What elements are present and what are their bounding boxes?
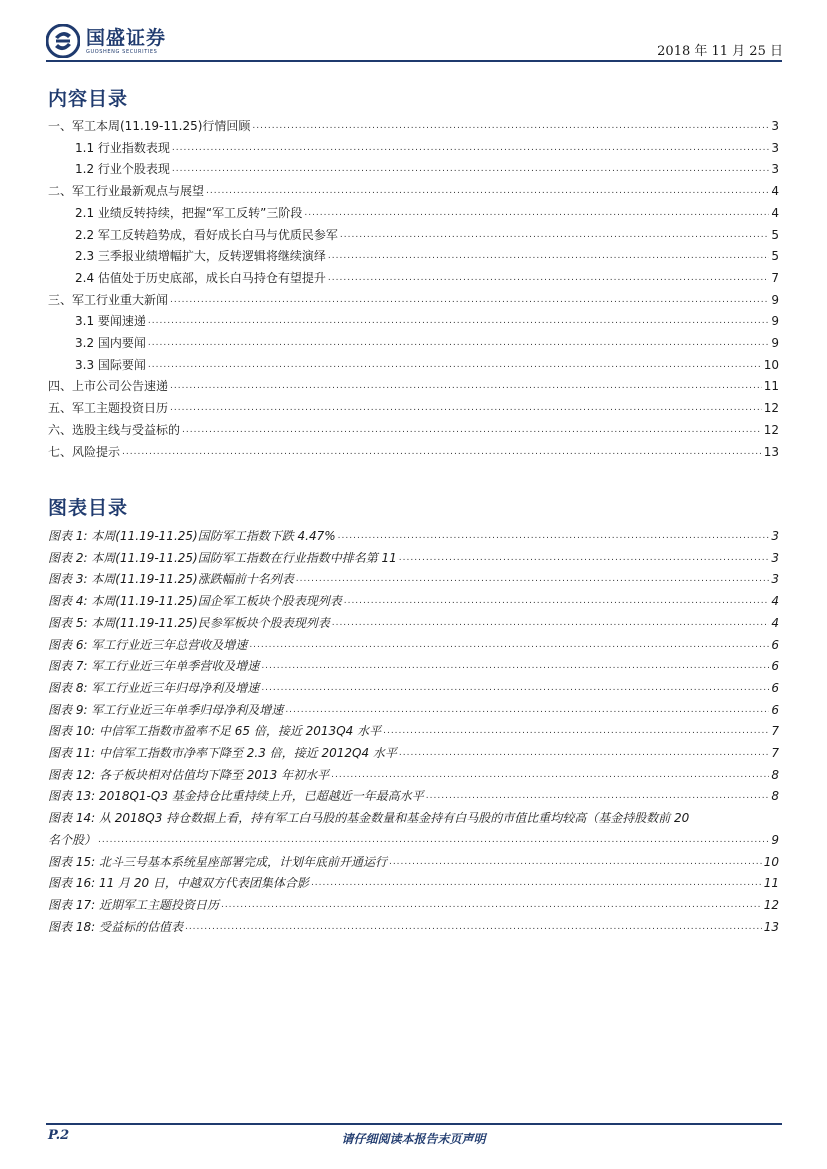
dot-leader xyxy=(148,311,769,329)
toc-entry[interactable] xyxy=(48,309,779,329)
figure-entry[interactable] xyxy=(48,893,779,913)
dot-leader xyxy=(426,786,770,804)
toc-entry-page: 4 xyxy=(771,184,779,199)
toc-entry[interactable] xyxy=(48,353,779,373)
toc-entry-page: 3 xyxy=(771,140,779,155)
toc-entry-label: 1.2 行业个股表现 xyxy=(75,162,170,177)
dot-leader xyxy=(185,917,762,935)
toc-entry-label: 图表 17: 近期军工主题投资日历 xyxy=(48,897,219,912)
toc-entry-label: 图表 13: 2018Q1-Q3 基金持仓比重持续上升，已超越近一年最高水平 xyxy=(48,789,424,804)
figure-entry[interactable] xyxy=(48,719,779,739)
toc-entry-page: 5 xyxy=(771,249,779,264)
figure-entry[interactable] xyxy=(48,676,779,696)
toc-entry[interactable] xyxy=(48,201,779,221)
toc-entry-label: 图表 3: 本周(11.19-11.25)涨跌幅前十名列表 xyxy=(48,572,294,587)
figure-entry-14-line1[interactable]: 图表 14: 从 2018Q3 持仓数据上看，持有军工白马股的基金数量和基金持有白马股的市值比重均较高（基金持股数前 20 xyxy=(48,811,690,826)
toc-entry-page: 4 xyxy=(771,205,779,220)
toc-entry-label: 图表 1: 本周(11.19-11.25)国防军工指数下跌 4.47% xyxy=(48,529,336,543)
logo-english-name: GUOSHENG SECURITIES xyxy=(86,48,158,55)
dot-leader xyxy=(172,159,769,177)
dot-leader xyxy=(122,442,762,460)
toc-entry[interactable] xyxy=(48,288,779,308)
toc-entry[interactable] xyxy=(48,440,779,460)
dot-leader xyxy=(340,225,769,243)
dot-leader xyxy=(249,635,769,653)
toc-entry-label: 图表 10: 中信军工指数市盈率不足 65 倍，接近 2013Q4 水平 xyxy=(48,724,382,739)
toc-entry-label: 图表 16: 11 月 20 日，中越双方代表团集体合影 xyxy=(48,876,309,891)
toc-entry-page: 13 xyxy=(763,919,779,934)
figure-entry[interactable] xyxy=(48,741,779,761)
dot-leader xyxy=(98,830,769,848)
dot-leader xyxy=(221,895,762,913)
toc-entry-page: 9 xyxy=(771,832,779,847)
toc-entry[interactable] xyxy=(48,179,779,199)
dot-leader xyxy=(148,355,762,373)
toc-entry-page: 4 xyxy=(771,594,779,609)
toc-entry-label: 图表 7: 军工行业近三年单季营收及增速 xyxy=(48,659,260,674)
toc-entry-label: 五、军工主题投资日历 xyxy=(48,401,169,416)
dot-leader xyxy=(328,246,769,264)
figure-entry[interactable] xyxy=(48,589,779,609)
dot-leader xyxy=(285,700,769,718)
toc-entry-page: 6 xyxy=(771,680,779,695)
toc-entry-page: 7 xyxy=(771,270,779,285)
toc-entry[interactable] xyxy=(48,223,779,243)
toc-entry-page: 11 xyxy=(763,876,779,891)
figure-entry[interactable] xyxy=(48,763,779,783)
toc-entry[interactable] xyxy=(48,157,779,177)
dot-leader xyxy=(172,138,769,156)
dot-leader xyxy=(261,656,769,674)
toc-entry-page: 9 xyxy=(771,292,779,307)
toc-entry[interactable] xyxy=(48,374,779,394)
toc-entry-label: 2.3 三季报业绩增幅扩大，反转逻辑将继续演绎 xyxy=(75,249,326,264)
dot-leader xyxy=(338,526,770,544)
toc-entry-page: 3 xyxy=(771,119,779,133)
toc-entry-page: 9 xyxy=(771,314,779,329)
figure-entry[interactable] xyxy=(48,546,779,566)
toc-entry-page: 12 xyxy=(763,401,779,416)
guosheng-logo-icon xyxy=(46,24,80,58)
toc-entry-page: 12 xyxy=(763,897,779,912)
toc-entry-page: 3 xyxy=(771,162,779,177)
footer-disclaimer: 请仔细阅读本报告末页声明 xyxy=(341,1132,486,1146)
toc-entry-label: 图表 4: 本周(11.19-11.25)国企军工板块个股表现列表 xyxy=(48,594,342,609)
dot-leader xyxy=(261,678,769,696)
toc-entry-page: 12 xyxy=(763,422,779,437)
toc-entry-page: 9 xyxy=(771,336,779,350)
toc-entry-label: 一、军工本周(11.19-11.25)行情回顾 xyxy=(48,119,251,133)
toc-entry-page: 3 xyxy=(771,572,779,587)
toc-entry[interactable] xyxy=(48,266,779,286)
figure-entry[interactable] xyxy=(48,871,779,891)
toc-entry-page: 7 xyxy=(771,724,779,739)
toc-entry-label: 图表 15: 北斗三号基本系统星座部署完成，计划年底前开通运行 xyxy=(48,854,387,869)
toc-entry[interactable] xyxy=(48,418,779,438)
toc-entry-label: 图表 2: 本周(11.19-11.25)国防军工指数在行业指数中排名第 11 xyxy=(48,550,397,565)
toc-entry-label: 名个股） xyxy=(48,832,97,847)
dot-leader xyxy=(304,203,769,221)
toc-entry-label: 七、风险提示 xyxy=(48,444,121,459)
toc-entry-label: 2.4 估值处于历史底部，成长白马持仓有望提升 xyxy=(75,270,326,285)
toc-entry-label: 2.1 业绩反转持续，把握“军工反转”三阶段 xyxy=(75,205,303,220)
dot-leader xyxy=(206,181,769,199)
toc-entry-page: 10 xyxy=(763,854,779,869)
dot-leader xyxy=(389,852,762,870)
toc-entry-label: 四、上市公司公告速递 xyxy=(48,379,169,394)
page-header xyxy=(0,0,827,66)
dot-leader xyxy=(399,743,769,761)
figure-entry[interactable] xyxy=(48,524,779,544)
toc-entry-page: 7 xyxy=(771,746,779,760)
toc-entry[interactable] xyxy=(48,396,779,416)
report-date: 2018 年 11 月 25 日 xyxy=(657,44,783,59)
toc-entry-page: 6 xyxy=(771,637,779,652)
toc-entry-page: 8 xyxy=(771,789,779,804)
toc-entry[interactable] xyxy=(48,331,779,351)
toc-entry-page: 11 xyxy=(763,379,779,394)
figure-entry[interactable] xyxy=(48,633,779,653)
toc-entry[interactable] xyxy=(48,244,779,264)
toc-entry-page: 5 xyxy=(771,227,779,242)
toc-entry-page: 13 xyxy=(763,444,779,459)
contents-title: 内容目录 xyxy=(48,88,129,110)
toc-entry-page: 8 xyxy=(771,767,779,782)
figure-entry[interactable] xyxy=(48,567,779,587)
figure-entry-14-line2[interactable] xyxy=(48,828,779,848)
toc-entry-label: 图表 5: 本周(11.19-11.25)民参军板块个股表现列表 xyxy=(48,615,330,630)
dot-leader xyxy=(182,420,762,438)
page-number: P.2 xyxy=(48,1128,70,1143)
toc-entry-label: 三、军工行业重大新闻 xyxy=(48,292,169,307)
toc-entry-label: 六、选股主线与受益标的 xyxy=(48,422,181,437)
toc-entry[interactable] xyxy=(48,114,779,134)
toc-entry-label: 3.3 国际要闻 xyxy=(75,357,146,372)
toc-entry-page: 3 xyxy=(771,529,779,543)
dot-leader xyxy=(332,613,770,631)
logo-chinese-name: 国盛证券 xyxy=(86,26,167,49)
toc-entry-label: 2.2 军工反转趋势成，看好成长白马与优质民参军 xyxy=(75,227,338,242)
figure-entry[interactable] xyxy=(48,654,779,674)
figure-entry[interactable] xyxy=(48,915,779,935)
toc-entry-label: 图表 11: 中信军工指数市净率下降至 2.3 倍，接近 2012Q4 水平 xyxy=(48,746,397,760)
dot-leader xyxy=(331,765,769,783)
dot-leader xyxy=(399,548,770,566)
figure-entry[interactable] xyxy=(48,698,779,718)
toc-entry-label: 图表 9: 军工行业近三年单季归母净利及增速 xyxy=(48,702,284,717)
dot-leader xyxy=(170,398,762,416)
dot-leader xyxy=(311,873,762,891)
toc-entry[interactable] xyxy=(48,136,779,156)
dot-leader xyxy=(296,569,770,587)
toc-entry-label: 图表 18: 受益标的估值表 xyxy=(48,919,183,934)
dot-leader xyxy=(170,290,769,308)
toc-entry-page: 10 xyxy=(763,357,779,372)
dot-leader xyxy=(328,268,769,286)
toc-entry-label: 图表 8: 军工行业近三年归母净利及增速 xyxy=(48,680,260,695)
dot-leader xyxy=(170,376,762,394)
figure-entry[interactable] xyxy=(48,611,779,631)
toc-entry-label: 1.1 行业指数表现 xyxy=(75,140,170,155)
toc-entry-label: 二、军工行业最新观点与展望 xyxy=(48,184,205,199)
company-logo xyxy=(46,24,166,58)
figure-entry[interactable] xyxy=(48,850,779,870)
dot-leader xyxy=(344,591,770,609)
toc-entry-page: 4 xyxy=(771,615,779,630)
toc-entry-label: 图表 12: 各子板块相对估值均下降至 2013 年初水平 xyxy=(48,767,330,782)
toc-entry-label: 3.1 要闻速递 xyxy=(75,314,146,329)
footer-divider xyxy=(46,1123,782,1125)
toc-entry-page: 6 xyxy=(771,659,779,674)
dot-leader xyxy=(148,333,769,351)
toc-entry-page: 6 xyxy=(771,702,779,717)
dot-leader xyxy=(383,721,769,739)
dot-leader xyxy=(252,116,769,134)
toc-entry-page: 3 xyxy=(771,550,779,565)
figures-title: 图表目录 xyxy=(48,497,129,519)
figure-entry[interactable] xyxy=(48,784,779,804)
header-divider xyxy=(46,60,782,62)
toc-entry-label: 3.2 国内要闻 xyxy=(75,336,146,350)
toc-entry-label: 图表 6: 军工行业近三年总营收及增速 xyxy=(48,637,248,652)
